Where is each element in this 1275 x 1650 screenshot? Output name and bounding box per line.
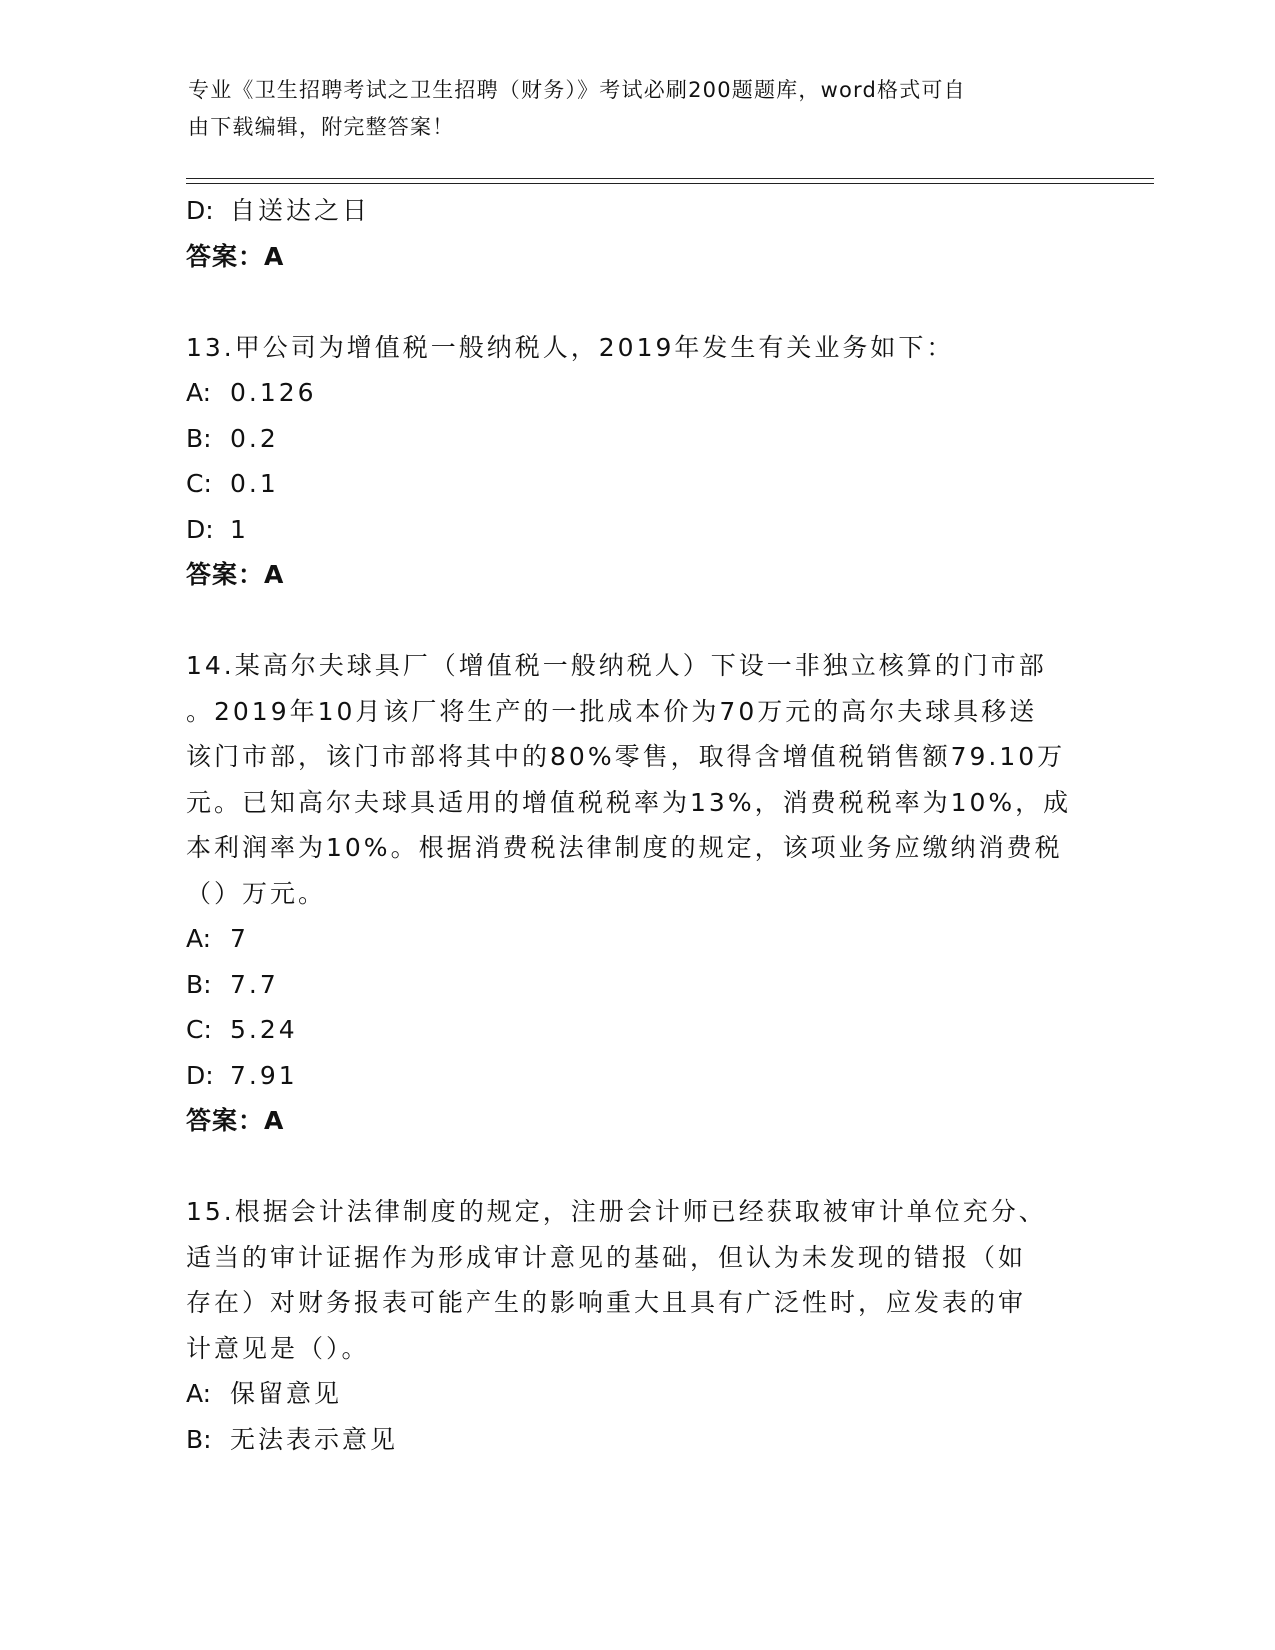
option-key: B:: [186, 1424, 212, 1454]
q15-stem: [186, 1189, 1086, 1371]
option-key: A:: [186, 378, 212, 407]
option-key: B:: [186, 969, 212, 999]
q13-option-d: [186, 507, 1086, 553]
option-text: 无法表示意见: [230, 1424, 399, 1454]
option-text: 0.126: [230, 378, 317, 407]
q15-option-b: [186, 1417, 1086, 1463]
option-text: 0.2: [230, 423, 279, 453]
option-key: B:: [186, 423, 212, 453]
stem-line: 存在）对财务报表可能产生的影响重大且具有广泛性时，应发表的审: [186, 1288, 1027, 1317]
q13-option-c: [186, 461, 1086, 507]
stem-line: 14.某高尔夫球具厂（增值税一般纳税人）下设一非独立核算的门市部: [186, 651, 1047, 680]
option-text: 1: [230, 514, 249, 544]
stem-line: 适当的审计证据作为形成审计意见的基础，但认为未发现的错报（如: [186, 1242, 1027, 1272]
document-body: [186, 188, 1086, 1462]
prev-option-d: [186, 188, 1086, 234]
option-key: C:: [186, 469, 212, 498]
option-key: A:: [186, 1379, 212, 1408]
header-divider-bottom: [186, 183, 1154, 184]
q15-option-a: [186, 1371, 1086, 1417]
prev-answer: 答案：A: [186, 241, 285, 271]
option-text: 5.24: [230, 1015, 298, 1044]
q13-answer: 答案：A: [186, 560, 285, 589]
q13-option-b: [186, 416, 1086, 462]
option-text: 自送达之日: [230, 196, 371, 225]
stem-line: 计意见是（）。: [186, 1333, 370, 1363]
option-text: 0.1: [230, 469, 279, 498]
option-key: C:: [186, 1015, 212, 1044]
spacer: [186, 279, 1086, 325]
document-header: [188, 72, 1068, 146]
header-divider-top: [186, 178, 1154, 179]
spacer: [186, 598, 1086, 644]
option-key: D:: [186, 1060, 214, 1090]
q14-option-b: [186, 962, 1086, 1008]
option-text: 7: [230, 924, 249, 953]
option-text: 7.7: [230, 969, 279, 999]
stem-line: 该门市部，该门市部将其中的80%零售，取得含增值税销售额79.10万: [186, 742, 1066, 771]
q13-stem: 13.甲公司为增值税一般纳税人，2019年发生有关业务如下：: [186, 332, 955, 362]
option-key: D:: [186, 196, 214, 225]
q13-option-a: [186, 370, 1086, 416]
stem-line: 。2019年10月该厂将生产的一批成本价为70万元的高尔夫球具移送: [186, 696, 1038, 726]
option-key: A:: [186, 924, 212, 953]
stem-line: 元。已知高尔夫球具适用的增值税税率为13%，消费税税率为10%，成: [186, 787, 1072, 817]
q14-option-a: [186, 916, 1086, 962]
option-text: 保留意见: [230, 1379, 343, 1408]
option-key: D:: [186, 514, 214, 544]
spacer: [186, 1144, 1086, 1190]
q14-option-c: [186, 1007, 1086, 1053]
header-line-2: 由下载编辑，附完整答案！: [188, 115, 455, 139]
stem-line: 本利润率为10%。根据消费税法律制度的规定，该项业务应缴纳消费税: [186, 833, 1063, 862]
header-line-1: 专业《卫生招聘考试之卫生招聘（财务）》考试必刷200题题库，word格式可自: [188, 78, 966, 102]
stem-line: （）万元。: [186, 878, 327, 908]
option-text: 7.91: [230, 1060, 298, 1090]
q14-stem: [186, 643, 1086, 916]
q14-answer: 答案：A: [186, 1106, 285, 1135]
stem-line: 15.根据会计法律制度的规定，注册会计师已经获取被审计单位充分、: [186, 1197, 1047, 1226]
q14-option-d: [186, 1053, 1086, 1099]
